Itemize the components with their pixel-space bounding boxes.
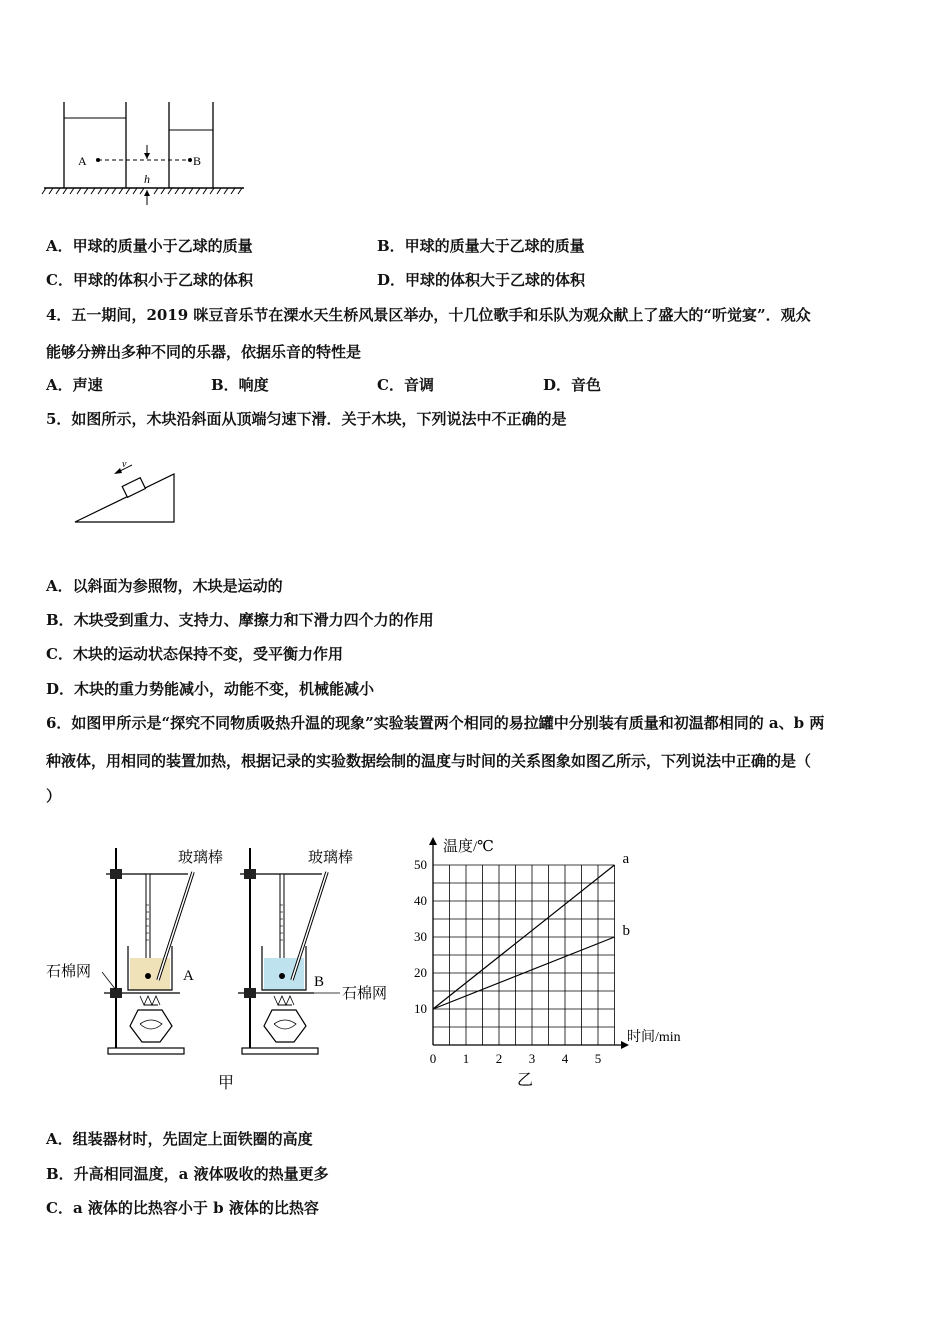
q5-option-a: A．以斜面为参照物，木块是运动的 bbox=[46, 577, 283, 595]
q4-option-c: C．音调 bbox=[377, 376, 434, 394]
chart-grid bbox=[433, 865, 615, 1045]
q3-option-c: C．甲球的体积小于乙球的体积 bbox=[46, 271, 253, 289]
liquid-a-label: A bbox=[183, 968, 194, 984]
x-tick-label: 0 bbox=[429, 1051, 437, 1066]
x-tick-label: 3 bbox=[528, 1051, 536, 1066]
q6-option-b: B．升高相同温度，a 液体吸收的热量更多 bbox=[46, 1165, 329, 1183]
series-label-b: b bbox=[622, 923, 630, 939]
q6-temperature-chart bbox=[395, 835, 710, 1090]
y-axis-label: 温度/℃ bbox=[443, 839, 494, 855]
y-tick-label: 20 bbox=[414, 965, 427, 980]
q3-figure bbox=[40, 95, 250, 207]
q4-stem-line2: 能够分辨出多种不同的乐器，依据乐音的特性是 bbox=[46, 343, 362, 361]
y-tick-label: 10 bbox=[414, 1001, 427, 1016]
q5-option-d: D．木块的重力势能减小，动能不变，机械能减小 bbox=[46, 680, 375, 698]
x-tick-label: 4 bbox=[561, 1051, 569, 1066]
y-axis-arrow bbox=[429, 837, 437, 845]
asbestos-net-label-2: 石棉网 bbox=[342, 986, 388, 1002]
glass-rod-label-2: 玻璃棒 bbox=[308, 850, 354, 866]
q3-option-a: A．甲球的质量小于乙球的质量 bbox=[46, 237, 253, 255]
ball-a-dot bbox=[96, 158, 100, 162]
q3-option-b: B．甲球的质量大于乙球的质量 bbox=[377, 237, 585, 255]
q3-option-d: D．甲球的体积大于乙球的体积 bbox=[377, 271, 586, 289]
ball-b-dot bbox=[188, 158, 192, 162]
x-tick-label: 5 bbox=[594, 1051, 602, 1066]
q5-option-b: B．木块受到重力、支持力、摩擦力和下滑力四个力的作用 bbox=[46, 611, 434, 629]
q6-stem-line1: 6．如图甲所示是“探究不同物质吸热升温的现象”实验装置两个相同的易拉罐中分别装有质量和初温都相同的 a、b 两 bbox=[46, 714, 825, 732]
y-tick-label: 30 bbox=[414, 929, 427, 944]
x-axis-label: 时间/min bbox=[627, 1030, 681, 1045]
y-tick-label: 40 bbox=[414, 893, 427, 908]
q4-stem-line1: 4．五一期间，2019 咪豆音乐节在溧水天生桥风景区举办，十几位歌手和乐队为观众献上了盛大的“听觉宴”．观众 bbox=[46, 306, 811, 324]
q4-option-d: D．音色 bbox=[543, 376, 602, 394]
q6-apparatus-figure bbox=[40, 840, 410, 1095]
x-tick-label: 1 bbox=[462, 1051, 470, 1066]
q5-stem: 5．如图所示，木块沿斜面从顶端匀速下滑．关于木块，下列说法中不正确的是 bbox=[46, 410, 567, 428]
wooden-block bbox=[122, 478, 145, 498]
figure-jia-caption: 甲 bbox=[218, 1075, 235, 1092]
q6-option-c: C．a 液体的比热容小于 b 液体的比热容 bbox=[46, 1199, 319, 1217]
q6-option-a: A．组装器材时，先固定上面铁圈的高度 bbox=[46, 1130, 313, 1148]
q6-stem-line3: ） bbox=[46, 787, 62, 805]
q6-stem-line2: 种液体，用相同的装置加热，根据记录的实验数据绘制的温度与时间的关系图象如图乙所示，下列说法中正确的是（ bbox=[46, 752, 812, 770]
label-a: A bbox=[78, 154, 87, 168]
glass-rod-label-1: 玻璃棒 bbox=[178, 850, 224, 866]
label-h: h bbox=[144, 172, 150, 186]
asbestos-net-label-1: 石棉网 bbox=[46, 964, 92, 980]
x-tick-label: 2 bbox=[495, 1051, 503, 1066]
label-b: B bbox=[193, 154, 202, 168]
q4-option-a: A．声速 bbox=[46, 376, 103, 394]
q5-option-c: C．木块的运动状态保持不变，受平衡力作用 bbox=[46, 645, 343, 663]
q4-option-b: B．响度 bbox=[211, 376, 269, 394]
chart-caption: 乙 bbox=[517, 1072, 534, 1089]
liquid-b-label: B bbox=[314, 974, 325, 990]
series-label-a: a bbox=[622, 851, 630, 867]
velocity-label: v bbox=[122, 459, 127, 470]
q5-incline-figure bbox=[70, 455, 185, 530]
y-tick-label: 50 bbox=[414, 857, 427, 872]
